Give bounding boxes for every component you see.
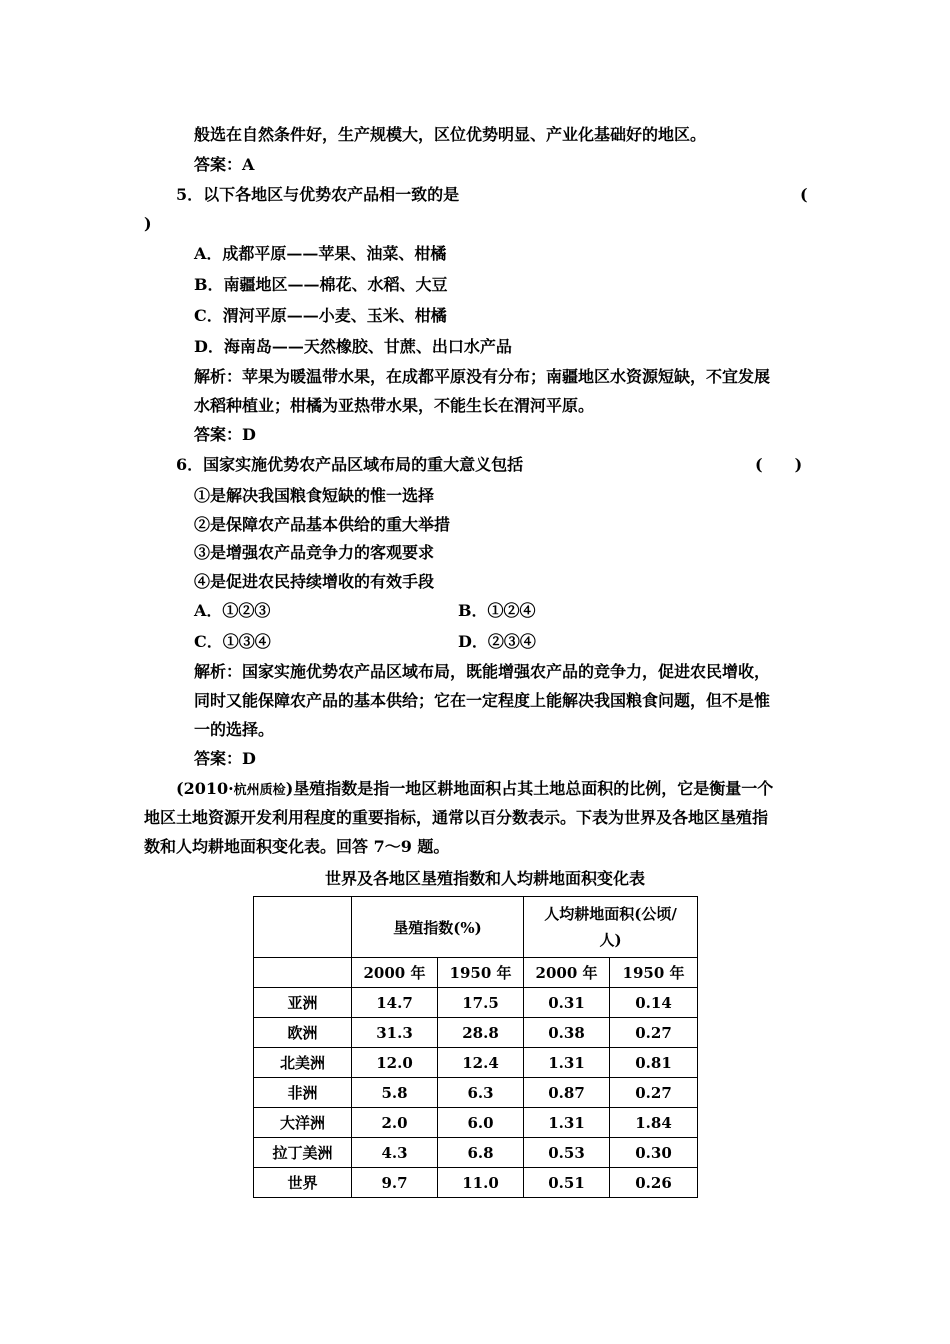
q4-answer: 答案：A [194,155,255,174]
arable-1950-cell: 0.26 [610,1168,698,1198]
q6-analysis-line1: 解析：国家实施优势农产品区域布局，既能增强农产品的竞争力，促进农民增收， [194,662,771,681]
subheader-year-2000: 2000 年 [352,958,438,988]
arable-1950-cell: 0.14 [610,988,698,1018]
table-row [254,1138,698,1168]
table-row [254,1078,698,1108]
arable-1950-cell: 0.27 [610,1078,698,1108]
q5-stem: 5．以下各地区与优势农产品相一致的是 [176,185,460,204]
index-1950-cell: 28.8 [438,1018,524,1048]
arable-2000-cell: 0.51 [524,1168,610,1198]
q6-statement-2: ②是保障农产品基本供给的重大举措 [194,515,451,534]
arable-2000-cell: 0.31 [524,988,610,1018]
q6-stem: 6．国家实施优势农产品区域布局的重大意义包括 [176,455,524,474]
q6-analysis-line2: 同时又能保障农产品的基本供给；它在一定程度上能解决我国粮食问题，但不是惟 [194,691,771,710]
arable-1950-cell: 0.30 [610,1138,698,1168]
index-2000-cell: 4.3 [352,1138,438,1168]
arable-2000-cell: 1.31 [524,1108,610,1138]
q6-statement-3: ③是增强农产品竞争力的客观要求 [194,543,435,562]
table-row [254,1018,698,1048]
arable-2000-cell: 0.87 [524,1078,610,1108]
q5-analysis-line1: 解析：苹果为暖温带水果，在成都平原没有分布；南疆地区水资源短缺，不宜发展 [194,367,771,386]
q6-answer: 答案：D [194,749,256,768]
index-2000-cell: 31.3 [352,1018,438,1048]
index-1950-cell: 11.0 [438,1168,524,1198]
data-table [253,896,698,1198]
header-arable-line2: 人) [599,931,622,949]
q6-statement-1: ①是解决我国粮食短缺的惟一选择 [194,486,435,505]
q5-answer: 答案：D [194,425,256,444]
intro-line2: 地区土地资源开发利用程度的重要指标，通常以百分数表示。下表为世界及各地区垦殖指 [144,808,769,827]
q6-option-b: B．①②④ [458,601,536,620]
region-cell: 非洲 [254,1078,352,1108]
region-cell: 大洋洲 [254,1108,352,1138]
arable-2000-cell: 0.53 [524,1138,610,1168]
subheader-year-1950: 1950 年 [610,958,698,988]
q5-option-d: D．海南岛——天然橡胶、甘蔗、出口水产品 [194,337,512,356]
index-2000-cell: 5.8 [352,1078,438,1108]
subheader-year-1950: 1950 年 [438,958,524,988]
table-row [254,1108,698,1138]
intro-year: (2010· [176,779,234,798]
q5-option-b: B．南疆地区——棉花、水稻、大豆 [194,275,448,294]
region-cell: 亚洲 [254,988,352,1018]
index-1950-cell: 6.8 [438,1138,524,1168]
intro-line1 [176,779,773,801]
q6-statement-4: ④是促进农民持续增收的有效手段 [194,572,435,591]
index-2000-cell: 9.7 [352,1168,438,1198]
q6-option-d: D．②③④ [458,632,536,651]
index-1950-cell: 6.3 [438,1078,524,1108]
table-row [254,1048,698,1078]
header-arable-line1: 人均耕地面积(公顷/ [544,905,677,923]
region-cell: 世界 [254,1168,352,1198]
table-row [254,1168,698,1198]
q4-continuation: 般选在自然条件好，生产规模大，区位优势明显、产业化基础好的地区。 [194,125,707,144]
q5-answer-paren-close: ) [144,214,152,233]
q6-answer-paren: ( ) [755,455,803,474]
index-1950-cell: 17.5 [438,988,524,1018]
table-title: 世界及各地区垦殖指数和人均耕地面积变化表 [325,869,646,888]
intro-source: 杭州质检 [233,783,286,798]
q5-answer-paren-open: ( [800,185,808,204]
intro-line3: 数和人均耕地面积变化表。回答 7～9 题。 [144,837,450,856]
intro-line1-rest: )垦殖指数是指一地区耕地面积占其土地总面积的比例，它是衡量一个 [285,779,774,798]
region-cell: 拉丁美洲 [254,1138,352,1168]
q6-analysis-line3: 一的选择。 [194,720,275,739]
table-subheader-empty [254,958,352,988]
arable-1950-cell: 0.81 [610,1048,698,1078]
header-arable-per-capita [524,897,698,958]
table-corner-cell [254,897,352,958]
q6-option-c: C．①③④ [194,632,271,651]
index-2000-cell: 12.0 [352,1048,438,1078]
index-2000-cell: 2.0 [352,1108,438,1138]
region-cell: 欧洲 [254,1018,352,1048]
arable-2000-cell: 1.31 [524,1048,610,1078]
header-reclamation-index: 垦殖指数(%) [352,897,524,958]
q6-option-a: A．①②③ [194,601,271,620]
index-1950-cell: 12.4 [438,1048,524,1078]
arable-1950-cell: 0.27 [610,1018,698,1048]
arable-2000-cell: 0.38 [524,1018,610,1048]
table-row [254,988,698,1018]
q5-option-a: A．成都平原——苹果、油菜、柑橘 [194,244,447,263]
region-cell: 北美洲 [254,1048,352,1078]
q5-option-c: C．渭河平原——小麦、玉米、柑橘 [194,306,447,325]
index-1950-cell: 6.0 [438,1108,524,1138]
index-2000-cell: 14.7 [352,988,438,1018]
q5-analysis-line2: 水稻种植业；柑橘为亚热带水果，不能生长在渭河平原。 [194,396,595,415]
subheader-year-2000: 2000 年 [524,958,610,988]
arable-1950-cell: 1.84 [610,1108,698,1138]
table-subheader-row [254,958,698,988]
table-header-row [254,897,698,958]
